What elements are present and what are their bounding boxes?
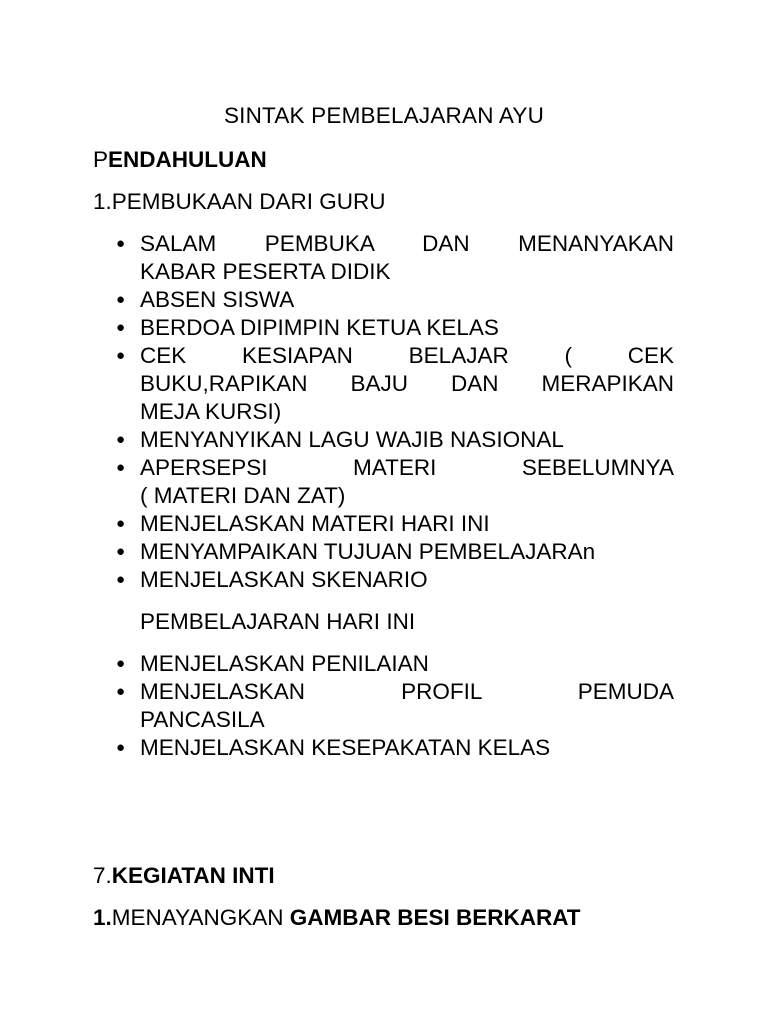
bullet-icon: ● xyxy=(116,459,126,476)
list-item xyxy=(116,566,674,594)
list-item xyxy=(116,650,674,678)
bullet-icon: ● xyxy=(116,291,126,308)
list-item-text: ( MATERI DAN ZAT) xyxy=(140,483,346,508)
bullet-icon: ● xyxy=(116,571,126,588)
bullet-icon: ● xyxy=(116,347,126,364)
subheading-bold-text: GAMBAR BESI BERKARAT xyxy=(289,905,581,930)
bullet-icon: ● xyxy=(116,683,126,700)
list-item xyxy=(116,454,674,510)
heading-prefix: P xyxy=(93,147,109,172)
list-item xyxy=(116,538,674,566)
subheading-text: MENAYANGKAN xyxy=(111,905,290,930)
bullet-list-pembukaan xyxy=(116,230,674,594)
document-title: SINTAK PEMBELAJARAN AYU xyxy=(223,103,545,128)
list-continuation-text: PEMBELAJARAN HARI INI xyxy=(140,609,416,634)
list-item-text: MEJA KURSI) xyxy=(140,399,282,424)
list-item-text: KABAR PESERTA DIDIK xyxy=(140,259,391,284)
list-item-text: MENJELASKAN MATERI HARI INI xyxy=(140,511,490,536)
list-item xyxy=(116,510,674,538)
heading-rest: KEGIATAN INTI xyxy=(111,863,275,888)
list-item-text: ABSEN SISWA xyxy=(140,287,295,312)
subheading-number: 1. xyxy=(93,905,112,930)
heading-rest: ENDAHULUAN xyxy=(108,147,267,172)
bullet-icon: ● xyxy=(116,515,126,532)
section-heading-kegiatan-inti xyxy=(93,862,275,890)
list-item xyxy=(116,314,674,342)
bullet-icon: ● xyxy=(116,739,126,756)
subheading-menayangkan xyxy=(93,904,581,932)
list-item-text: MENJELASKAN SKENARIO xyxy=(140,567,428,592)
list-item-text: MENJELASKAN PENILAIAN xyxy=(140,651,429,676)
list-item-text: CEK KESIAPAN BELAJAR ( CEK xyxy=(140,343,674,368)
heading-prefix: 7. xyxy=(93,863,112,888)
bullet-icon: ● xyxy=(116,319,126,336)
list-item-text: APERSEPSI MATERI SEBELUMNYA xyxy=(140,455,674,480)
bullet-icon: ● xyxy=(116,235,126,252)
bullet-list-penjelasan xyxy=(116,650,674,762)
section-heading-pendahuluan xyxy=(93,146,267,174)
bullet-icon: ● xyxy=(116,655,126,672)
list-item xyxy=(116,678,674,734)
list-item xyxy=(116,426,674,454)
list-item xyxy=(116,230,674,286)
bullet-icon: ● xyxy=(116,543,126,560)
list-item-text: MENYAMPAIKAN TUJUAN PEMBELAJARAn xyxy=(140,539,596,564)
list-item-text: MENYANYIKAN LAGU WAJIB NASIONAL xyxy=(140,427,564,452)
list-item-text: PANCASILA xyxy=(140,707,265,732)
list-item-text: SALAM PEMBUKA DAN MENANYAKAN xyxy=(140,231,674,256)
list-item xyxy=(116,734,674,762)
subheading-pembukaan: 1.PEMBUKAAN DARI GURU xyxy=(93,189,386,214)
bullet-icon: ● xyxy=(116,431,126,448)
list-item-text: BERDOA DIPIMPIN KETUA KELAS xyxy=(140,315,499,340)
list-item-text: MENJELASKAN PROFIL PEMUDA xyxy=(140,679,674,704)
list-item xyxy=(116,286,674,314)
list-item xyxy=(116,342,674,426)
list-item-text: MENJELASKAN KESEPAKATAN KELAS xyxy=(140,735,551,760)
list-item-text: BUKU,RAPIKAN BAJU DAN MERAPIKAN xyxy=(140,371,674,396)
